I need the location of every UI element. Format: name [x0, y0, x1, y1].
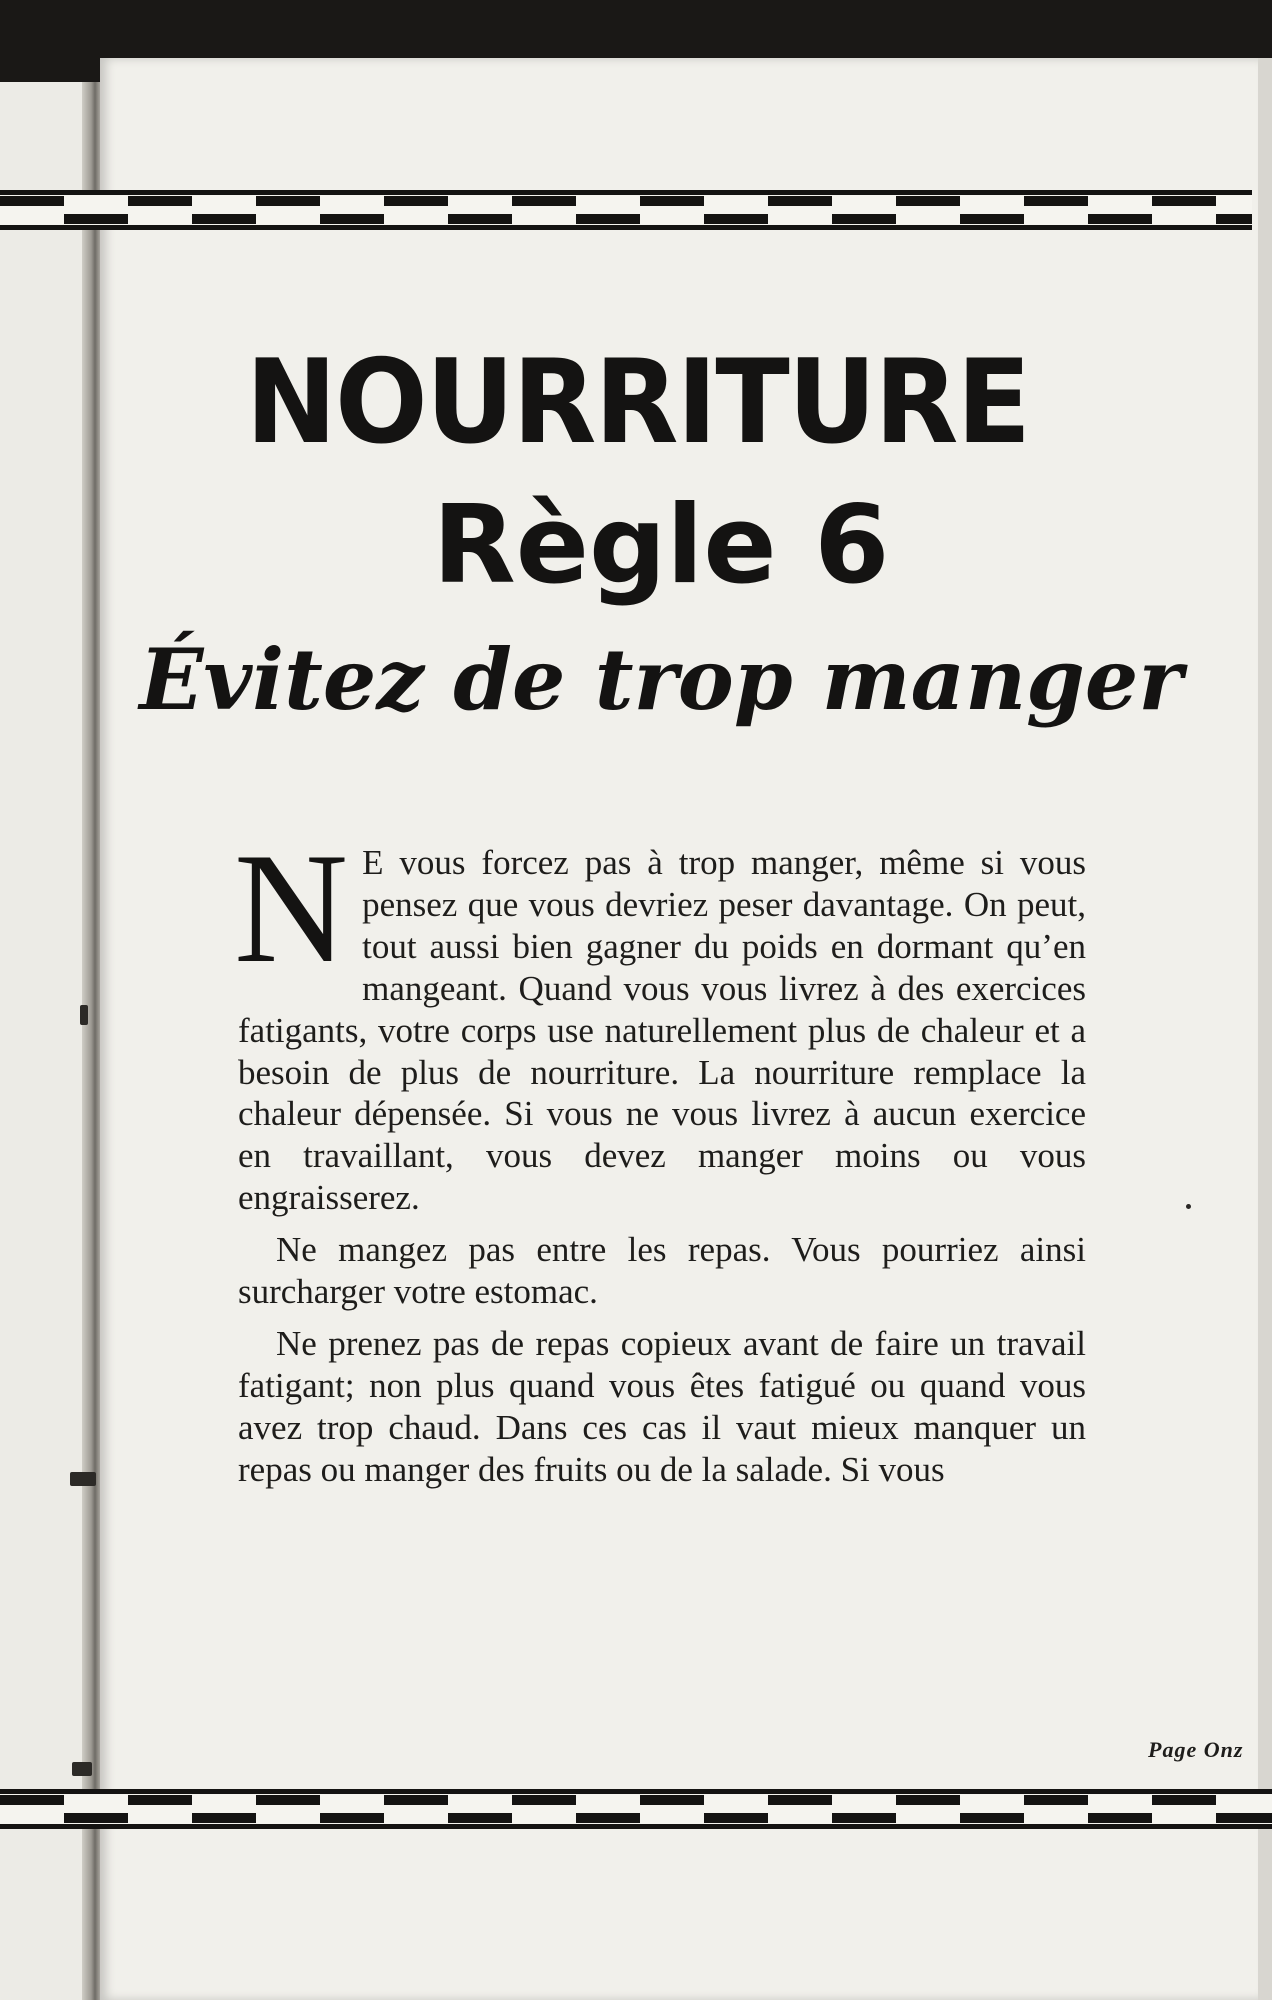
- binding-thread-mark: [72, 1762, 92, 1776]
- binding-thread-mark: [70, 1472, 96, 1486]
- paragraph: [234, 821, 1086, 1219]
- paragraph-text: E vous forcez pas à trop manger, même si vous pensez que vous devriez peser davantage. On peut, tout aussi bien gagner du poids en dormant qu’en mangeant. Quand vous vous livrez à des exercices fatigants, votre corps use naturellement plus de chaleur et a besoin de plus de nourriture. La nourriture remplace la chaleur dépensée. Si vous ne vous livrez à aucun exercice en travaillant, vous devez manger moins ou vous engraisserez.: [238, 843, 1086, 1218]
- paragraph: Ne prenez pas de repas copieux avant de faire un travail fatigant; non plus quand vous êtes fatigué ou quand vous avez trop chaud. Dans ces cas il vaut mieux manquer un repas ou manger des fruits ou de la salade. Si vous: [238, 1323, 1086, 1489]
- page-edge: [1258, 58, 1272, 2000]
- ink-speck: [1186, 1204, 1191, 1209]
- rule-subtitle: Évitez de trop manger: [139, 630, 1183, 729]
- checkered-border-top: [0, 190, 1252, 230]
- body-text: [234, 821, 1086, 1501]
- drop-cap: N: [234, 821, 349, 996]
- page-number: Page Onz: [1148, 1737, 1244, 1762]
- binding-thread-mark: [80, 1005, 88, 1025]
- checkered-border-bottom: [0, 1789, 1272, 1829]
- paragraph: Ne mangez pas entre les repas. Vous pourriez ainsi surcharger votre estomac.: [238, 1230, 1086, 1312]
- page-title: NOURRITURE: [245, 335, 1030, 470]
- rule-heading: Règle 6: [432, 483, 890, 608]
